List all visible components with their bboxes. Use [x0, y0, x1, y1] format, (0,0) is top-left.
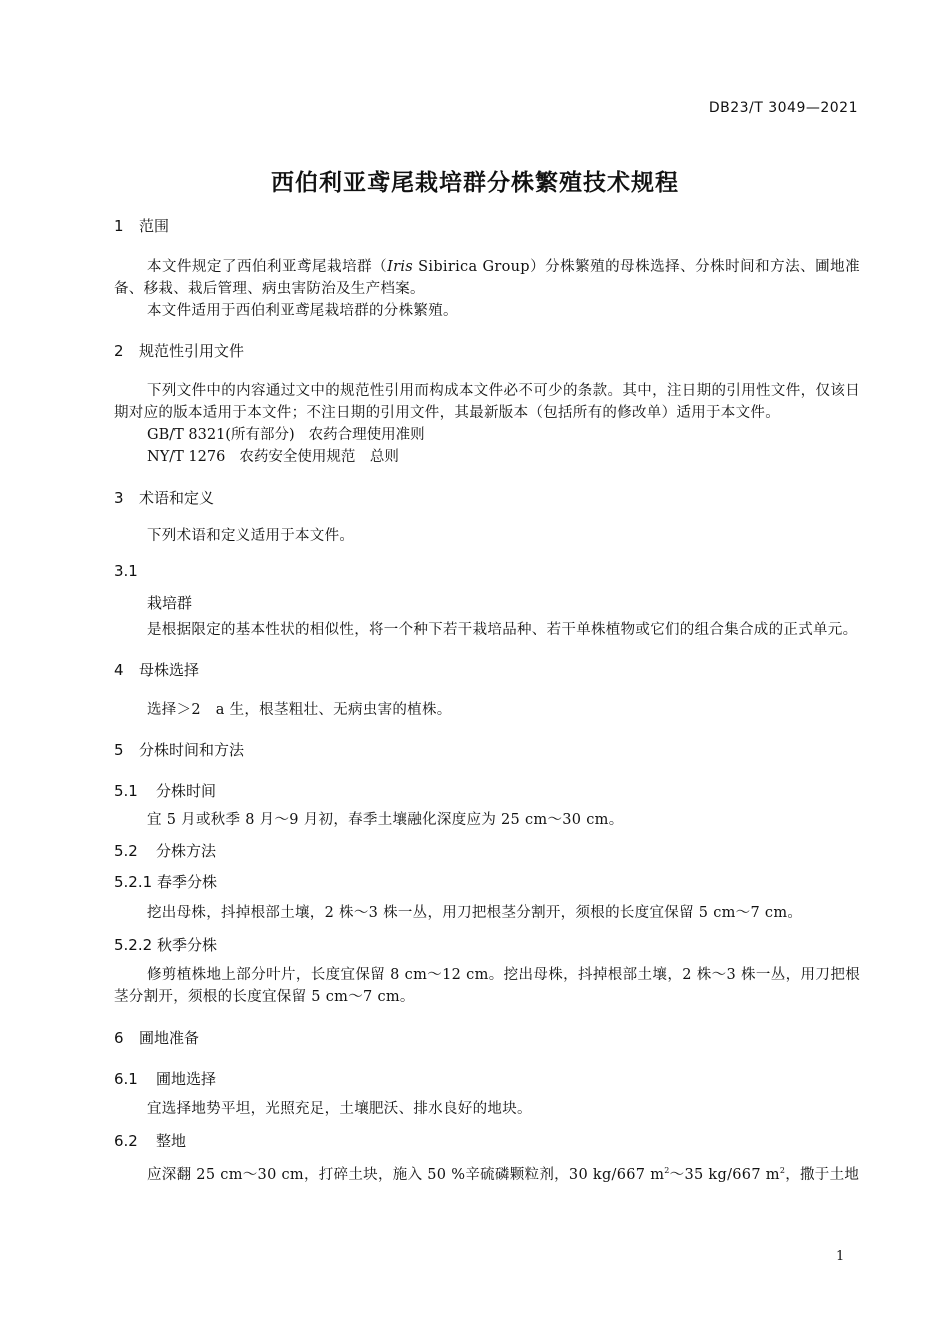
- section-title: 规范性引用文件: [139, 342, 245, 360]
- subsection-heading-autumn-division: [114, 933, 860, 957]
- section-title: 母株选择: [139, 661, 200, 679]
- clause-title: 分株方法: [156, 842, 217, 860]
- subsection-heading-spring-division: [114, 870, 860, 894]
- reference-item: [114, 424, 860, 446]
- reference-name: 农药合理使用准则: [308, 427, 425, 443]
- superscript: 2: [664, 1166, 670, 1175]
- section-heading-scope: [114, 214, 860, 238]
- reference-name: 农药安全使用规范 总则: [239, 449, 399, 465]
- section-title: 圃地准备: [139, 1029, 200, 1047]
- paragraph-scope-1: [114, 256, 860, 300]
- term-number: [114, 559, 860, 583]
- section-heading-normative-references: [114, 339, 860, 363]
- section-heading-terms: [114, 486, 860, 510]
- section-heading-mother-plant: [114, 658, 860, 682]
- section-number: 4: [114, 661, 124, 679]
- section-heading-nursery-preparation: [114, 1026, 860, 1050]
- paragraph-autumn-division: 修剪植株地上部分叶片，长度宜保留 8 cm～12 cm。挖出母株，抖掉根部土壤，2 株～3 株一丛，用刀把根茎分割开，须根的长度宜保留 5 cm～7 cm。: [114, 967, 860, 1005]
- clause-title: 圃地选择: [156, 1070, 217, 1088]
- paragraph-division-time: 宜 5 月或秋季 8 月～9 月初，春季土壤融化深度应为 25 cm～30 cm。: [147, 812, 624, 828]
- section-number: 5: [114, 741, 124, 759]
- section-title: 术语和定义: [139, 489, 215, 507]
- clause-number: 5.2: [114, 842, 138, 860]
- section-number: 1: [114, 217, 124, 235]
- clause-number: 5.2.1: [114, 873, 153, 891]
- paragraph-mother-plant: 选择＞2 a 生，根茎粗壮、无病虫害的植株。: [147, 702, 452, 718]
- clause-number: 6.1: [114, 1070, 138, 1088]
- subsection-heading-land-preparation: [114, 1129, 860, 1153]
- text-run: ～35 kg/667 m: [669, 1166, 780, 1183]
- text-run: 本文件规定了西伯利亚鸢尾栽培群（: [147, 259, 388, 275]
- page-number: 1: [836, 1249, 845, 1264]
- section-heading-division: [114, 738, 860, 762]
- section-number: 6: [114, 1029, 124, 1047]
- term-name: 栽培群: [147, 594, 193, 612]
- document-code: DB23/T 3049—2021: [708, 100, 858, 116]
- subsection-heading-nursery-selection: [114, 1067, 860, 1091]
- clause-title: 整地: [156, 1132, 187, 1150]
- paragraph-scope-2: 本文件适用于西伯利亚鸢尾栽培群的分株繁殖。: [147, 303, 458, 319]
- clause-number: 3.1: [114, 562, 138, 580]
- paragraph-references: 下列文件中的内容通过文中的规范性引用而构成本文件必不可少的条款。其中，注日期的引用性文件，仅该日期对应的版本适用于本文件；不注日期的引用文件，其最新版本（包括所有的修改单）适用于本文件。: [114, 383, 860, 421]
- reference-code: GB/T 8321(所有部分): [147, 427, 295, 443]
- section-number: 2: [114, 342, 124, 360]
- section-title: 范围: [139, 217, 170, 235]
- clause-title: 春季分株: [157, 873, 218, 891]
- text-run: 应深翻 25 cm～30 cm，打碎土块，施入 50 %辛硫磷颗粒剂，30 kg/667 m: [147, 1166, 665, 1183]
- document-title: 西伯利亚鸢尾栽培群分株繁殖技术规程: [271, 170, 679, 196]
- paragraph-spring-division: 挖出母株，抖掉根部土壤，2 株～3 株一丛，用刀把根茎分割开，须根的长度宜保留 5 cm～7 cm。: [147, 905, 803, 921]
- reference-item: [114, 446, 860, 468]
- term-definition: 是根据限定的基本性状的相似性，将一个种下若干栽培品种、若干单株植物或它们的组合集合成的正式单元。: [147, 622, 858, 638]
- clause-number: 5.2.2: [114, 936, 153, 954]
- subsection-heading-division-method: [114, 839, 860, 863]
- reference-code: NY/T 1276: [147, 449, 226, 465]
- clause-number: 6.2: [114, 1132, 138, 1150]
- document-body: [114, 214, 860, 1186]
- clause-title: 分株时间: [156, 782, 217, 800]
- paragraph-nursery-selection: 宜选择地势平坦，光照充足，土壤肥沃、排水良好的地块。: [147, 1101, 532, 1117]
- text-run: ，撒于土地: [785, 1166, 860, 1183]
- paragraph-terms-intro: 下列术语和定义适用于本文件。: [147, 528, 355, 544]
- paragraph-land-preparation: [114, 1160, 860, 1186]
- clause-number: 5.1: [114, 782, 138, 800]
- section-number: 3: [114, 489, 124, 507]
- subsection-heading-division-time: [114, 779, 860, 803]
- text-run: Sibirica Group）分株繁殖的母株选择、分株时间和方法、圃地准备、移栽、栽后管理、病虫害防治及生产档案。: [114, 259, 860, 297]
- latin-genus-name: Iris: [387, 259, 414, 275]
- section-title: 分株时间和方法: [139, 741, 245, 759]
- clause-title: 秋季分株: [157, 936, 218, 954]
- superscript: 2: [779, 1166, 786, 1175]
